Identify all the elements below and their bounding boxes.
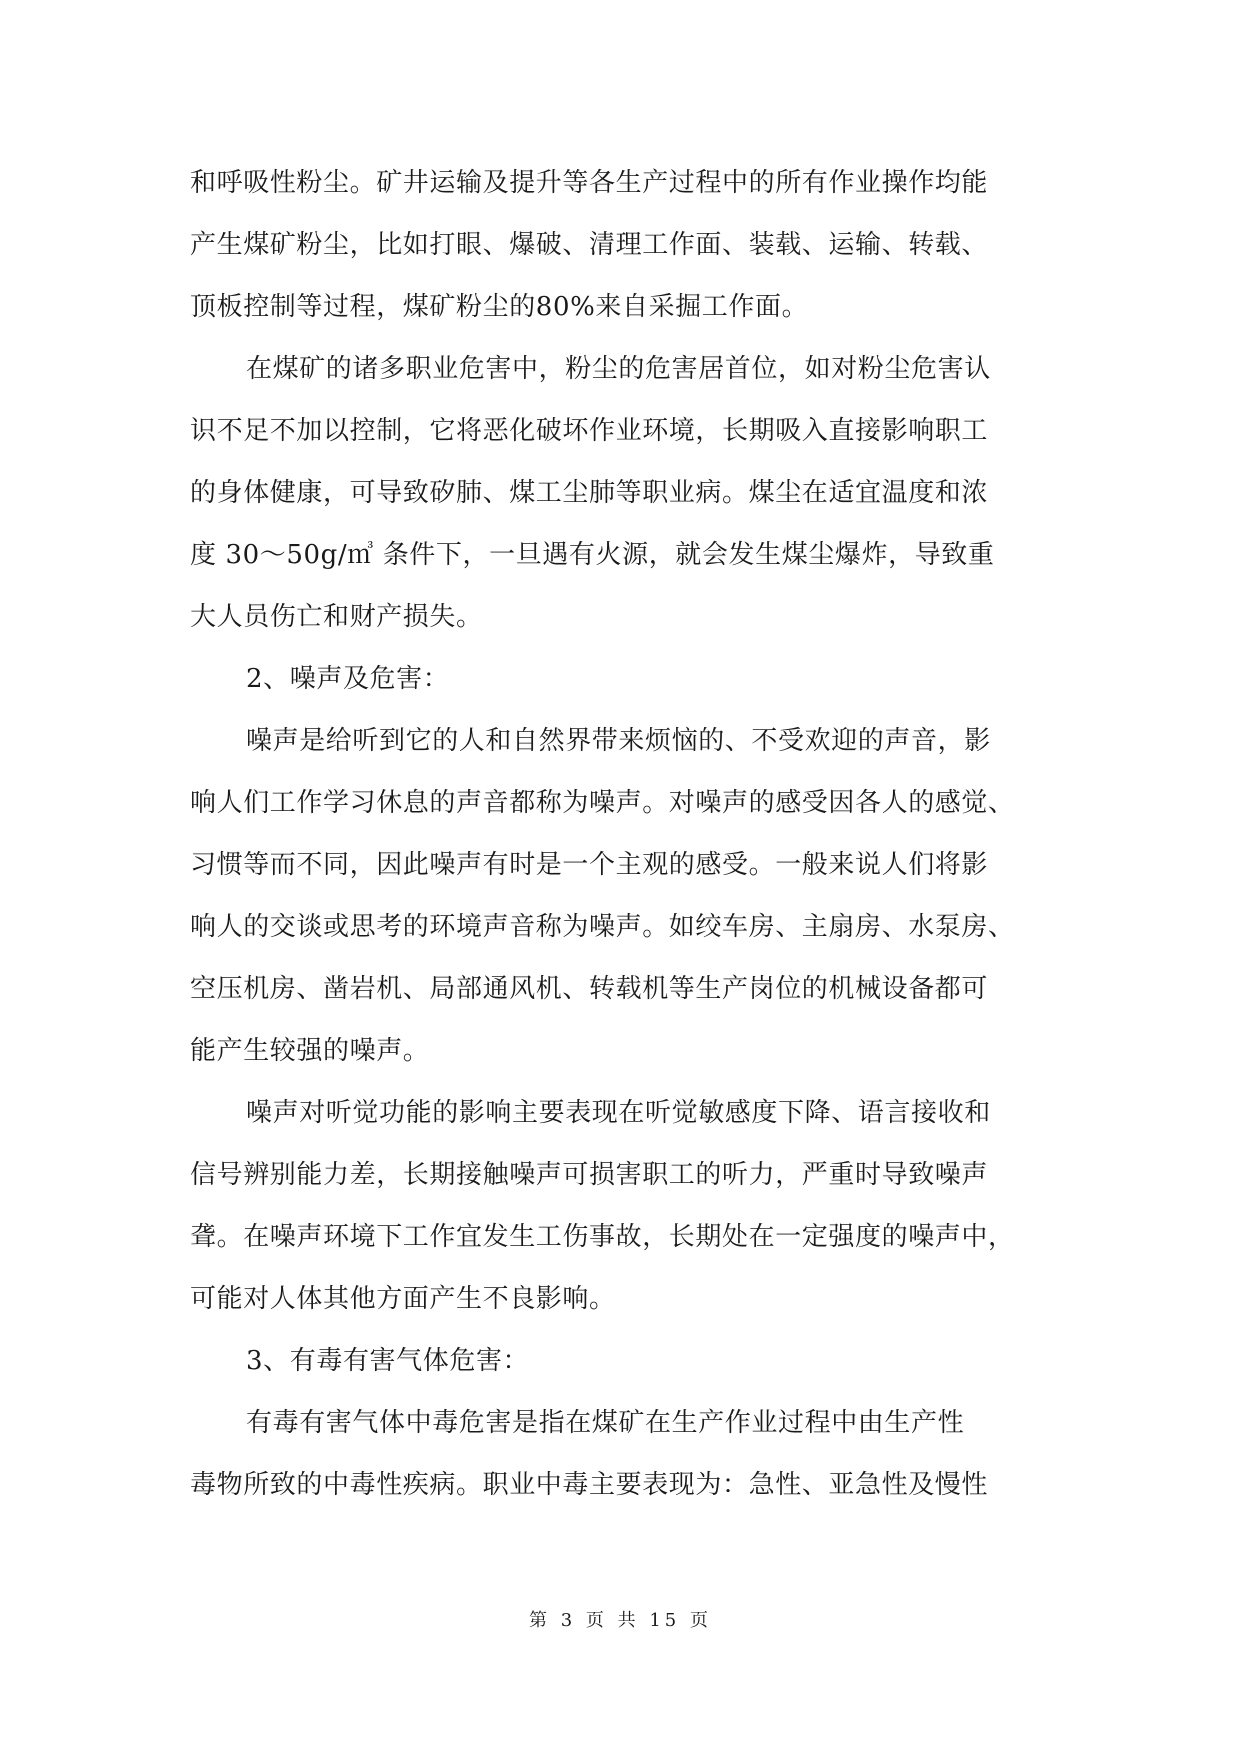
text-line: 空压机房、凿岩机、局部通风机、转载机等生产岗位的机械设备都可 (190, 974, 989, 1004)
text-line: 有毒有害气体中毒危害是指在煤矿在生产作业过程中由生产性 (246, 1408, 965, 1438)
text-line: 大人员伤亡和财产损失。 (190, 602, 483, 632)
text-line: 可能对人体其他方面产生不良影响。 (190, 1284, 616, 1314)
text-line: 聋。在噪声环境下工作宜发生工伤事故，长期处在一定强度的噪声中， (190, 1222, 1015, 1252)
text-line: 信号辨别能力差，长期接触噪声可损害职工的听力，严重时导致噪声 (190, 1160, 989, 1190)
text-line: 在煤矿的诸多职业危害中，粉尘的危害居首位，如对粉尘危害认 (246, 354, 991, 384)
text-line: 噪声是给听到它的人和自然界带来烦恼的、不受欢迎的声音，影 (246, 726, 991, 756)
text-line: 顶板控制等过程，煤矿粉尘的80%来自采掘工作面。 (190, 292, 809, 322)
text-line: 能产生较强的噪声。 (190, 1036, 430, 1066)
text-line: 毒物所致的中毒性疾病。职业中毒主要表现为：急性、亚急性及慢性 (190, 1470, 989, 1500)
text-line: 习惯等而不同，因此噪声有时是一个主观的感受。一般来说人们将影 (190, 850, 989, 880)
text-line: 产生煤矿粉尘，比如打眼、爆破、清理工作面、装载、运输、转载、 (190, 230, 989, 260)
section-heading: 2、噪声及危害： (246, 664, 450, 694)
text-line: 和呼吸性粉尘。矿井运输及提升等各生产过程中的所有作业操作均能 (190, 168, 989, 198)
text-line: 响人们工作学习休息的声音都称为噪声。对噪声的感受因各人的感觉、 (190, 788, 1015, 818)
text-line: 识不足不加以控制，它将恶化破坏作业环境，长期吸入直接影响职工 (190, 416, 989, 446)
text-line: 噪声对听觉功能的影响主要表现在听觉敏感度下降、语言接收和 (246, 1098, 991, 1128)
body-text (190, 152, 1052, 1516)
page-number-footer: 第 3 页 共 15 页 (529, 1610, 712, 1631)
section-heading: 3、有毒有害气体危害： (246, 1346, 530, 1376)
text-line: 度 30～50g/㎥ 条件下，一旦遇有火源，就会发生煤尘爆炸，导致重 (190, 540, 995, 570)
text-line: 的身体健康，可导致矽肺、煤工尘肺等职业病。煤尘在适宜温度和浓 (190, 478, 989, 508)
text-line: 响人的交谈或思考的环境声音称为噪声。如绞车房、主扇房、水泵房、 (190, 912, 1015, 942)
